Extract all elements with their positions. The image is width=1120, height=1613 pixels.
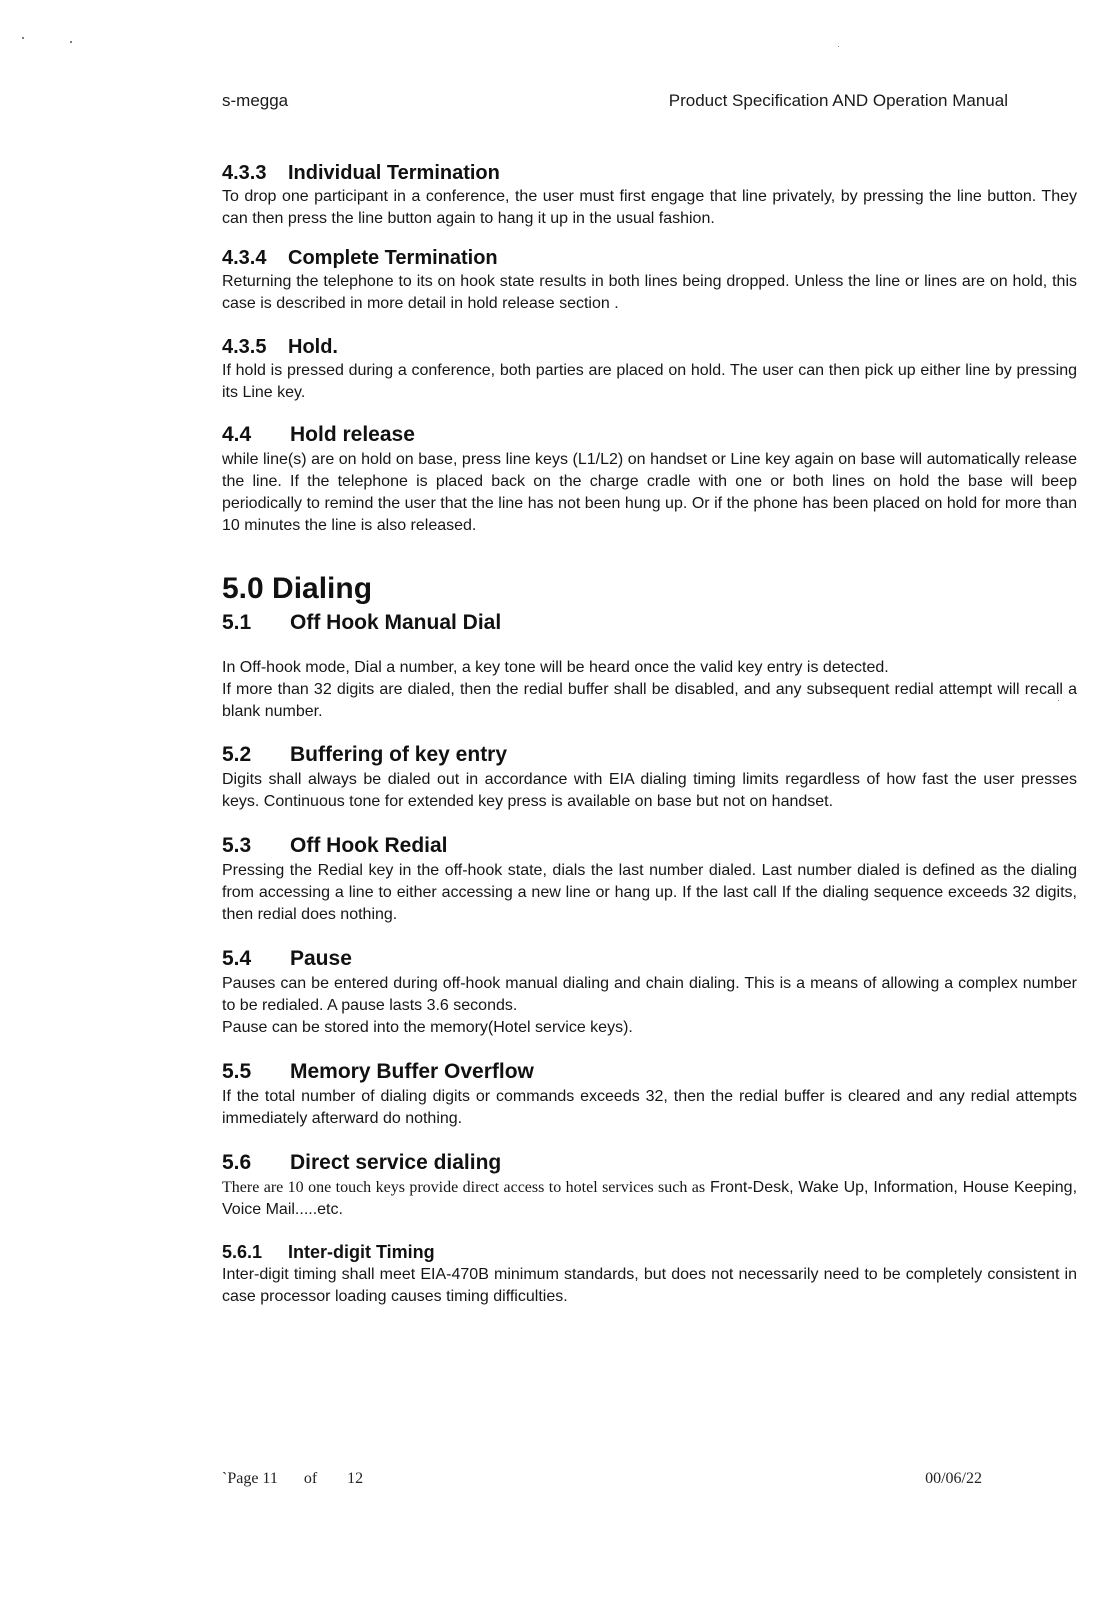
heading-4-3-3: 4.3.3 Individual Termination <box>222 162 500 184</box>
heading-5-1: 5.1 Off Hook Manual Dial <box>222 611 502 634</box>
heading-5-6: 5.6 Direct service dialing <box>222 1151 502 1174</box>
footer-page-total: 12 <box>347 1470 364 1487</box>
scan-speck <box>1058 700 1059 701</box>
paragraph-5-6-rest: Front-Desk, Wake Up, Information, House Keeping, Voice Mail.....etc. <box>222 1179 1078 1218</box>
heading-5-4: 5.4 Pause <box>222 947 352 970</box>
page-body <box>222 160 1077 1308</box>
scan-speck <box>70 41 72 43</box>
paragraph-5-1-a: In Off-hook mode, Dial a number, a key tone will be heard once the valid key entry is detected. <box>222 659 889 676</box>
footer-date: 00/06/22 <box>925 1470 982 1487</box>
paragraph-5-6-1: Inter-digit timing shall meet EIA-470B minimum standards, but does not necessarily need to be completely consistent in case processor loading causes timing difficulties. <box>222 1266 1077 1305</box>
footer-of-label: of <box>303 1470 318 1487</box>
paragraph-5-4-b: Pause can be stored into the memory(Hotel service keys). <box>222 1019 633 1036</box>
paragraph-5-6 <box>222 1177 1077 1221</box>
header-title: Product Specification AND Operation Manual <box>668 91 1008 110</box>
paragraph-5-4-a: Pauses can be entered during off-hook manual dialing and chain dialing. This is a means of allowing a complex number to be redialed. A pause lasts 3.6 seconds. <box>222 975 1077 1014</box>
paragraph-4-4: while line(s) are on hold on base, press line keys (L1/L2) on handset or Line key again on base will automatically release the line. If the telephone is placed back on the charge cradle with one or both lines on hold the base will beep periodically to remind the user that the line has not been hung up. Or if the phone has been placed on hold for more than 10 minutes the line is also released. <box>222 451 1077 534</box>
heading-4-3-4: 4.3.4 Complete Termination <box>222 247 498 269</box>
heading-5-0: 5.0 Dialing <box>222 572 373 605</box>
paragraph-4-3-4: Returning the telephone to its on hook state results in both lines being dropped. Unless the line or lines are on hold, this case is described in more detail in hold release section . <box>222 273 1077 312</box>
paragraph-5-2: Digits shall always be dialed out in accordance with EIA dialing timing limits regardless of how fast the user presses keys. Continuous tone for extended key press is available on base but not on handset. <box>222 771 1077 810</box>
scan-speck <box>838 46 839 47</box>
paragraph-4-3-5: If hold is pressed during a conference, both parties are placed on hold. The user can then pick up either line by pressing its Line key. <box>222 362 1077 401</box>
heading-5-2: 5.2 Buffering of key entry <box>222 743 508 766</box>
paragraph-5-3: Pressing the Redial key in the off-hook state, dials the last number dialed. Last number dialed is defined as the dialing from accessing a line to either accessing a new line or hang up. If the last call If the dialing sequence exceeds 32 digits, then redial does nothing. <box>222 862 1077 923</box>
heading-5-6-1: 5.6.1 Inter-digit Timing <box>222 1242 435 1262</box>
footer-page-label: `Page 11 <box>222 1470 278 1487</box>
heading-4-4: 4.4 Hold release <box>222 423 415 446</box>
footer-page-number <box>222 1470 363 1488</box>
heading-5-5: 5.5 Memory Buffer Overflow <box>222 1060 534 1083</box>
paragraph-4-3-3: To drop one participant in a conference, the user must first engage that line privately, by pressing the line button. They can then press the line button again to hang it up in the usual fashion. <box>222 188 1077 227</box>
header-company: s-megga <box>222 91 289 110</box>
heading-4-3-5: 4.3.5 Hold. <box>222 336 338 358</box>
scan-speck <box>22 37 24 39</box>
paragraph-5-5: If the total number of dialing digits or commands exceeds 32, then the redial buffer is cleared and any redial attempts immediately afterward do nothing. <box>222 1088 1077 1127</box>
heading-5-3: 5.3 Off Hook Redial <box>222 834 448 857</box>
paragraph-5-1-b: If more than 32 digits are dialed, then the redial buffer shall be disabled, and any subsequent redial attempt will recall a blank number. <box>222 681 1077 720</box>
paragraph-5-6-serif-part: There are 10 one touch keys provide direct access to hotel services such as <box>222 1179 706 1196</box>
